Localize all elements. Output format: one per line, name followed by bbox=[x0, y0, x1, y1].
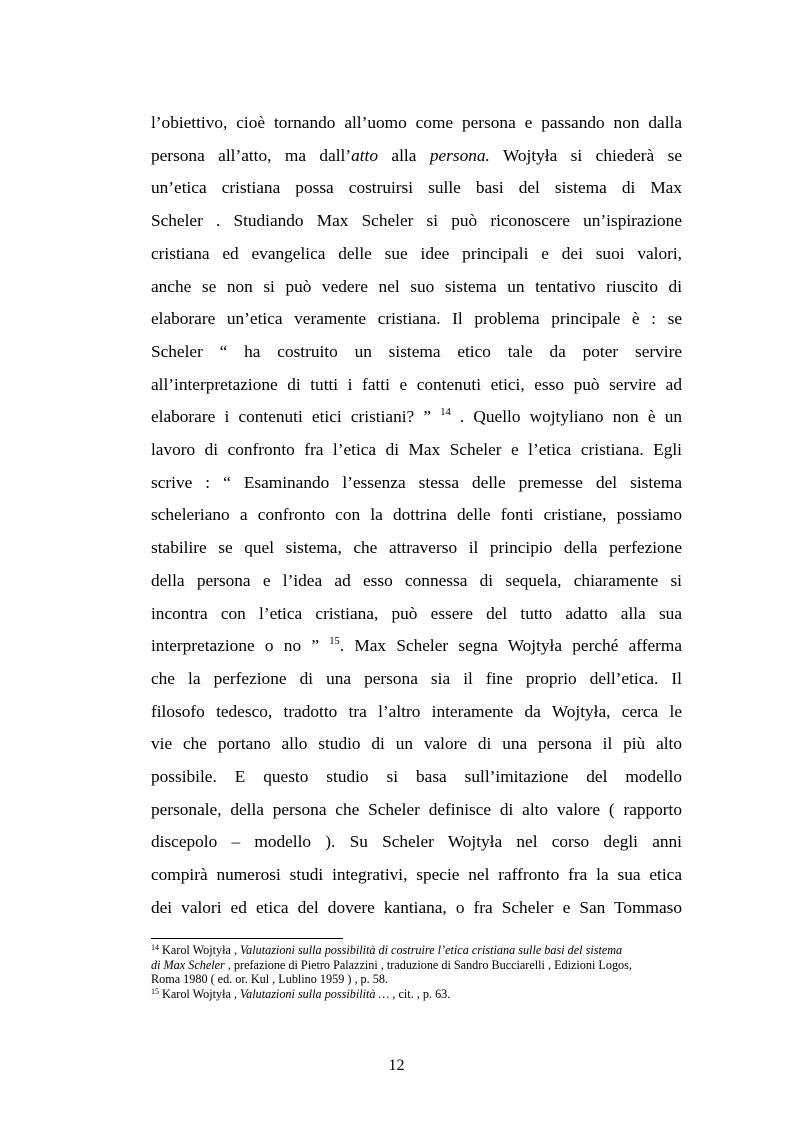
text-line: un’etica cristiana possa costruirsi sulle basi del sistema di Max bbox=[151, 178, 682, 198]
page-number: 12 bbox=[388, 1057, 405, 1074]
text-line: l’obiettivo, cioè tornando all’uomo come persona e passando non dalla bbox=[151, 113, 682, 132]
footnote-title: Valutazioni sulla possibilità di costruire l’etica cristiana sulle basi del sistema bbox=[240, 943, 623, 957]
text-line: possibile. E questo studio si basa sull’imitazione del modello bbox=[151, 767, 682, 787]
text-line: Scheler “ ha costruito un sistema etico tale da poter servire bbox=[151, 341, 682, 361]
footnote-number: 15 bbox=[151, 986, 159, 996]
footnote-14-cont: Roma 1980 ( ed. or. Kul , Lublino 1959 ) , p. 58. bbox=[151, 972, 388, 987]
text-line: filosofo tedesco, tradotto tra l’altro interamente da Wojtyła, cerca le bbox=[151, 701, 682, 721]
text-line: elaborare i contenuti etici cristiani? ” $^{14}$ . Quello wojtyliano non è un bbox=[151, 407, 682, 427]
footnote-title: Valutazioni sulla possibilità … , bbox=[240, 986, 396, 1001]
text-line: vie che portano allo studio di un valore di una persona il più alto bbox=[151, 734, 682, 754]
text-line: scrive : “ Esaminando l’essenza stessa delle premesse del sistema bbox=[151, 472, 682, 492]
text-line: che la perfezione di una persona sia il fine proprio dell’etica. Il bbox=[151, 668, 682, 688]
text-line: persona all’atto, ma dall’atto alla persona. Wojtyła si chiederà se bbox=[151, 145, 682, 165]
text-line: discepolo – modello ). Su Scheler Wojtyła nel corso degli anni bbox=[151, 832, 682, 852]
footnote-14-cont: di Max Scheler , prefazione di Pietro Palazzini , traduzione di Sandro Bucciarelli , Edizioni Logos, bbox=[151, 957, 632, 972]
text-line: elaborare un’etica veramente cristiana. Il problema principale è : se bbox=[151, 309, 682, 329]
footnote-ref-15[interactable]: 15 bbox=[329, 636, 340, 648]
body-text bbox=[151, 107, 682, 925]
text-line: compirà numerosi studi integrativi, specie nel raffronto fra la sua etica bbox=[151, 865, 682, 885]
text-line: cristiana ed evangelica delle sue idee principali e dei suoi valori, bbox=[151, 243, 682, 263]
text-line: lavoro di confronto fra l’etica di Max Scheler e l’etica cristiana. Egli bbox=[151, 440, 682, 460]
footnote-number: 14 bbox=[151, 943, 159, 952]
italic-term: atto bbox=[351, 145, 378, 165]
text-line: dei valori ed etica del dovere kantiana, o fra Scheler e San Tommaso bbox=[151, 897, 682, 917]
text-line: Scheler . Studiando Max Scheler si può riconoscere un’ispirazione bbox=[151, 211, 682, 231]
text-line: scheleriano a confronto con la dottrina delle fonti cristiane, possiamo bbox=[151, 505, 682, 525]
text-line: interpretazione o no ” $^{15}$. Max Scheler segna Wojtyła perché afferma bbox=[151, 636, 682, 656]
footnote-title: di Max Scheler bbox=[151, 957, 225, 972]
text-line: all’interpretazione di tutti i fatti e contenuti etici, esso può servire ad bbox=[151, 374, 682, 394]
footnote-ref-14[interactable]: 14 bbox=[440, 407, 451, 419]
text-line: della persona e l’idea ad esso connessa di sequela, chiaramente si bbox=[151, 570, 682, 590]
text-line: personale, della persona che Scheler definisce di alto valore ( rapporto bbox=[151, 799, 682, 819]
text-line: stabilire se quel sistema, che attraverso il principio della perfezione bbox=[151, 538, 682, 558]
italic-term: persona. bbox=[429, 145, 490, 165]
footnote-14: $^{14}$ Karol Wojtyła , Valutazioni sulla possibilità di costruire l’etica cristiana sulle basi del sistema bbox=[151, 943, 623, 957]
footnote-15: $^{15}$ Karol Wojtyła , Valutazioni sulla possibilità … , cit. , p. 63. bbox=[151, 986, 451, 1001]
text-line: anche se non si può vedere nel suo sistema un tentativo riuscito di bbox=[151, 276, 682, 296]
footnote-separator bbox=[151, 938, 343, 939]
footnotes bbox=[151, 943, 682, 1001]
text-line: incontra con l’etica cristiana, può essere del tutto adatto alla sua bbox=[151, 603, 682, 623]
